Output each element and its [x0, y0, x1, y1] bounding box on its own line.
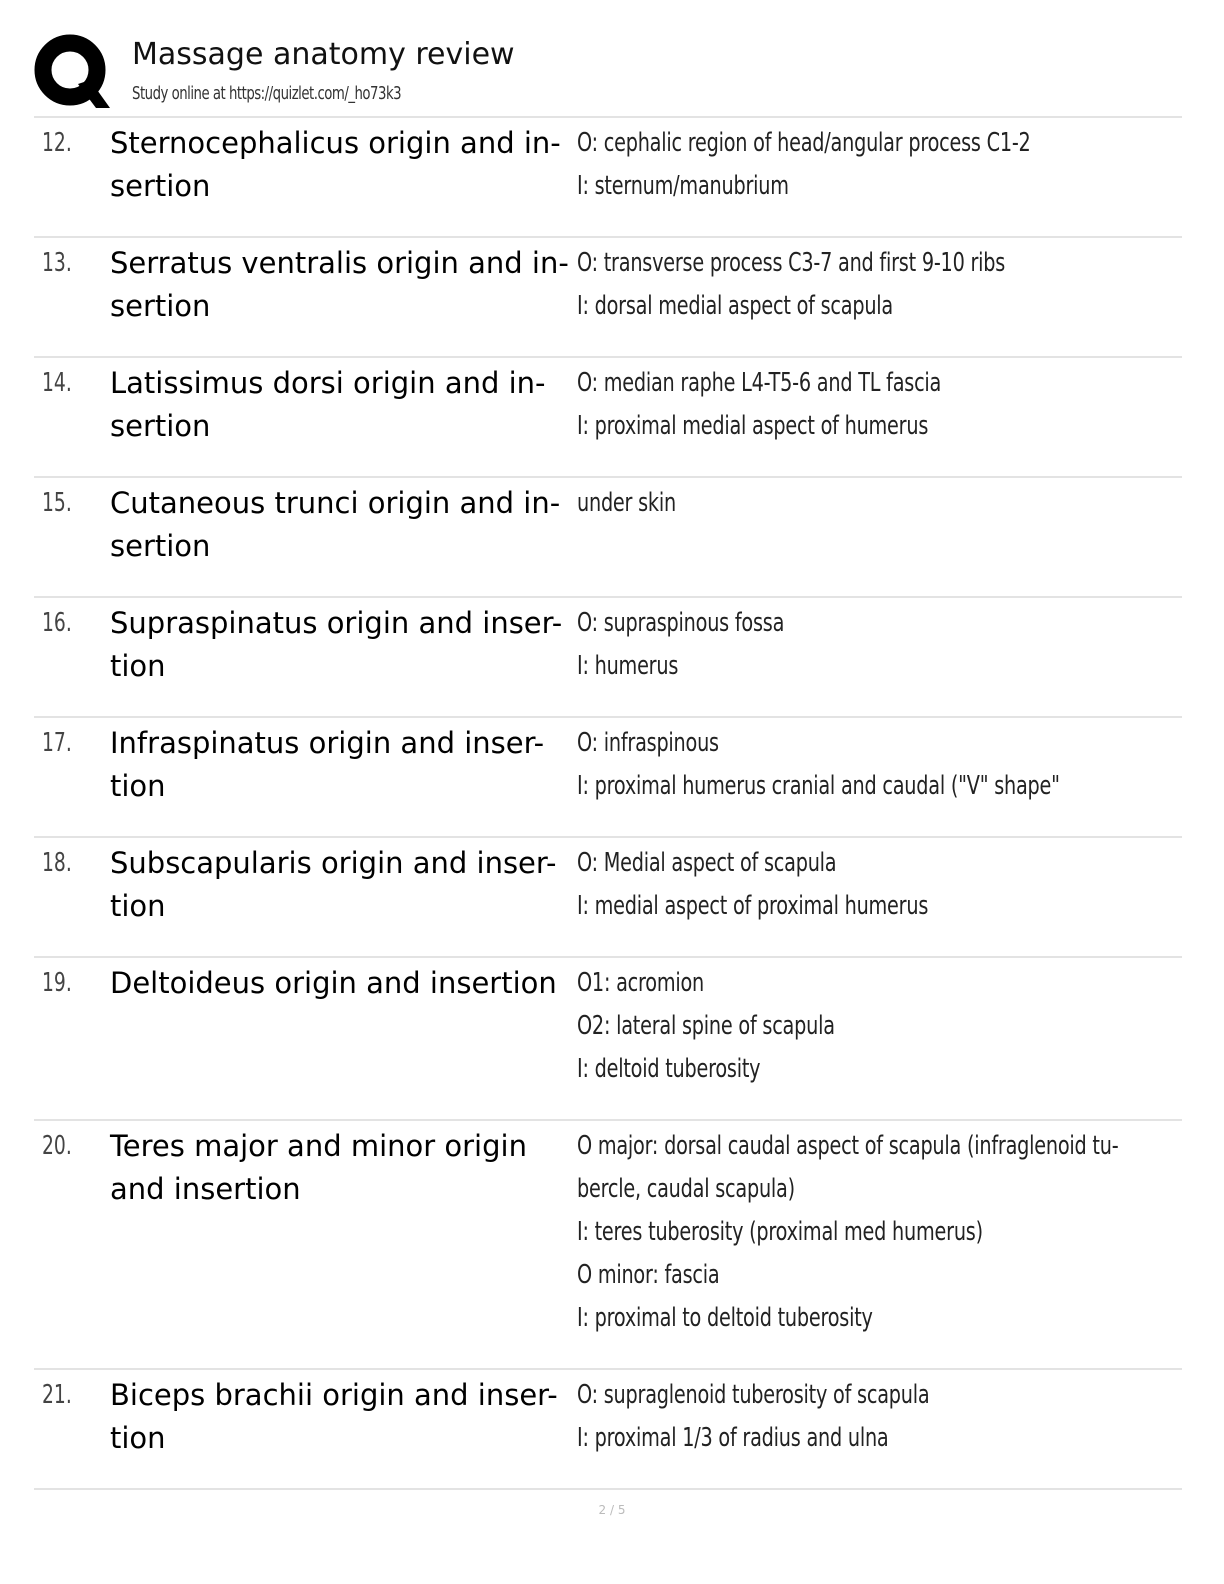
card-term: [110, 482, 576, 568]
definition-line: I: dorsal medial aspect of scapula: [577, 291, 893, 321]
definition-line: O2: lateral spine of scapula: [577, 1011, 835, 1041]
card-number: 15.: [42, 488, 72, 518]
term-line: Sternocephalicus origin and in-: [110, 126, 561, 160]
card-number: 16.: [42, 608, 72, 638]
flashcard-row: [34, 478, 1182, 598]
card-definition: [577, 722, 1177, 808]
definition-line: O major: dorsal caudal aspect of scapula (infraglenoid tu-: [577, 1131, 1119, 1161]
definition-line: O minor: fascia: [577, 1260, 720, 1290]
definition-line: O: transverse process C3-7 and first 9-10 ribs: [577, 248, 1006, 278]
definition-line: I: proximal to deltoid tuberosity: [577, 1303, 873, 1333]
term-line: Deltoideus origin and insertion: [110, 966, 557, 1000]
card-term: [110, 1374, 576, 1460]
definition-line: I: proximal medial aspect of humerus: [577, 411, 929, 441]
card-definition: [577, 122, 1177, 208]
term-line: sertion: [110, 169, 211, 203]
flashcard-row: [34, 598, 1182, 718]
card-number: 18.: [42, 848, 72, 878]
study-online-link[interactable]: Study online at https://quizlet.com/_ho73k3: [132, 83, 402, 104]
term-line: sertion: [110, 409, 211, 443]
term-line: sertion: [110, 289, 211, 323]
term-line: Cutaneous trunci origin and in-: [110, 486, 561, 520]
card-term: [110, 962, 576, 1005]
term-line: tion: [110, 649, 166, 683]
card-definition: [577, 242, 1177, 328]
term-line: tion: [110, 769, 166, 803]
definition-line: O: supraglenoid tuberosity of scapula: [577, 1380, 930, 1410]
card-definition: [577, 1125, 1177, 1340]
card-definition: [577, 482, 1177, 525]
card-term: [110, 722, 576, 808]
card-definition: [577, 1374, 1177, 1460]
definition-line: O: cephalic region of head/angular process C1-2: [577, 128, 1031, 158]
card-term: [110, 362, 576, 448]
flashcard-row: [34, 838, 1182, 958]
term-line: sertion: [110, 529, 211, 563]
card-term: [110, 842, 576, 928]
definition-line: I: sternum/manubrium: [577, 171, 789, 201]
term-line: Infraspinatus origin and inser-: [110, 726, 545, 760]
definition-line: O: infraspinous: [577, 728, 719, 758]
card-number: 12.: [42, 128, 72, 158]
card-term: [110, 602, 576, 688]
page-number: 2 / 5: [598, 1503, 626, 1517]
card-number: 21.: [42, 1380, 72, 1410]
card-number: 19.: [42, 968, 72, 998]
definition-line: bercle, caudal scapula): [577, 1174, 795, 1204]
flashcard-row: [34, 238, 1182, 358]
page-title: Massage anatomy review: [132, 37, 515, 72]
flashcard-row: [34, 358, 1182, 478]
flashcard-row: [34, 1121, 1182, 1370]
definition-line: I: proximal humerus cranial and caudal ("V" shape": [577, 771, 1060, 801]
flashcard-row: [34, 958, 1182, 1121]
term-line: Biceps brachii origin and inser-: [110, 1378, 558, 1412]
term-line: tion: [110, 1421, 166, 1455]
definition-line: O1: acromion: [577, 968, 705, 998]
flashcard-row: [34, 1370, 1182, 1490]
definition-line: I: proximal 1/3 of radius and ulna: [577, 1423, 889, 1453]
definition-line: I: teres tuberosity (proximal med humerus): [577, 1217, 983, 1247]
card-definition: [577, 962, 1177, 1091]
flashcard-list: [34, 116, 1182, 1490]
definition-line: I: medial aspect of proximal humerus: [577, 891, 929, 921]
definition-line: O: Medial aspect of scapula: [577, 848, 837, 878]
term-line: Supraspinatus origin and inser-: [110, 606, 563, 640]
card-definition: [577, 602, 1177, 688]
card-number: 13.: [42, 248, 72, 278]
card-number: 20.: [42, 1131, 72, 1161]
card-number: 17.: [42, 728, 72, 758]
term-line: tion: [110, 889, 166, 923]
term-line: Teres major and minor origin: [110, 1129, 527, 1163]
term-line: and insertion: [110, 1172, 301, 1206]
definition-line: O: median raphe L4-T5-6 and TL fascia: [577, 368, 942, 398]
term-line: Serratus ventralis origin and in-: [110, 246, 569, 280]
card-definition: [577, 842, 1177, 928]
definition-line: under skin: [577, 488, 676, 518]
card-definition: [577, 362, 1177, 448]
term-line: Latissimus dorsi origin and in-: [110, 366, 546, 400]
term-line: Subscapularis origin and inser-: [110, 846, 557, 880]
definition-line: I: humerus: [577, 651, 679, 681]
card-term: [110, 122, 576, 208]
page-header: [34, 30, 1184, 116]
flashcard-row: [34, 718, 1182, 838]
definition-line: I: deltoid tuberosity: [577, 1054, 761, 1084]
card-number: 14.: [42, 368, 72, 398]
definition-line: O: supraspinous fossa: [577, 608, 785, 638]
quizlet-logo-icon: [34, 34, 110, 110]
card-term: [110, 1125, 576, 1211]
card-term: [110, 242, 576, 328]
flashcard-row: [34, 118, 1182, 238]
